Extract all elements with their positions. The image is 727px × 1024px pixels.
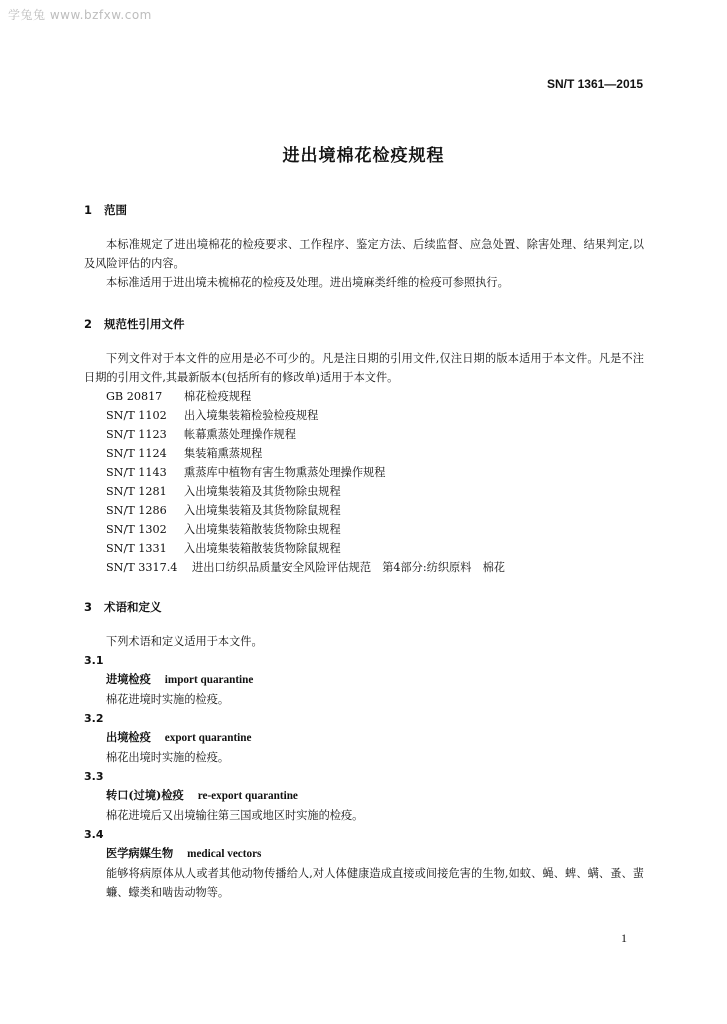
term-number: 3.3 [84, 770, 104, 783]
reference-item [84, 558, 644, 577]
term-definition: 棉花出境时实施的检疫。 [106, 751, 230, 764]
document-title: 进出境棉花检疫规程 [282, 146, 445, 166]
section-title: 术语和定义 [104, 600, 162, 614]
term-definition: 棉花进境后又出境输往第三国或地区时实施的检疫。 [106, 809, 364, 822]
section-heading [84, 315, 644, 334]
reference-code: SN/T 1302 [106, 523, 167, 536]
reference-code: SN/T 1281 [106, 485, 167, 498]
reference-title: 熏蒸库中植物有害生物熏蒸处理操作规程 [184, 466, 386, 479]
section-number: 2 [84, 317, 93, 331]
term-en: medical vectors [187, 848, 262, 860]
term-name [84, 844, 644, 864]
term-zh: 医学病媒生物 [106, 846, 174, 860]
reference-title: 入出境集装箱及其货物除鼠规程 [184, 504, 341, 517]
reference-code: SN/T 1331 [106, 542, 167, 555]
reference-item [84, 539, 644, 558]
reference-title: 棉花检疫规程 [184, 390, 252, 403]
reference-item [84, 482, 644, 501]
reference-item [84, 406, 644, 425]
term-definition: 棉花进境时实施的检疫。 [106, 693, 230, 706]
term-definition: 能够将病原体从人或者其他动物传播给人,对人体健康造成直接或间接危害的生物,如蚊、蝇、蜱、螨、蚤、蜚蠊、蠓类和啮齿动物等。 [106, 867, 644, 899]
reference-item [84, 444, 644, 463]
reference-list [84, 387, 644, 577]
standard-number: SN/T 1361—2015 [546, 77, 643, 91]
term-entry [84, 767, 644, 825]
reference-code: SN/T 1123 [106, 428, 167, 441]
term-name [84, 728, 644, 748]
reference-title: 入出境集装箱散装货物除虫规程 [184, 523, 341, 536]
reference-code: SN/T 1124 [106, 447, 167, 460]
reference-title: 帐幕熏蒸处理操作规程 [184, 428, 296, 441]
page-number: 1 [621, 931, 627, 945]
term-entry [84, 825, 644, 902]
term-en: import quarantine [164, 674, 254, 686]
term-number: 3.4 [84, 828, 104, 841]
reference-code: SN/T 1102 [106, 409, 167, 422]
term-en: export quarantine [164, 732, 252, 744]
reference-code: SN/T 1286 [106, 504, 167, 517]
term-en: re-export quarantine [197, 790, 298, 802]
reference-item [84, 501, 644, 520]
paragraph: 下列术语和定义适用于本文件。 [106, 635, 263, 648]
reference-title: 进出口纺织品质量安全风险评估规范 第4部分:纺织原料 棉花 [192, 561, 505, 574]
reference-item [84, 425, 644, 444]
reference-item [84, 387, 644, 406]
reference-title: 集装箱熏蒸规程 [184, 447, 263, 460]
reference-title: 入出境集装箱散装货物除鼠规程 [184, 542, 341, 555]
section-number: 3 [84, 600, 93, 614]
paragraph: 下列文件对于本文件的应用是必不可少的。凡是注日期的引用文件,仅注日期的版本适用于本文件。凡是不注日期的引用文件,其最新版本(包括所有的修改单)适用于本文件。 [84, 352, 644, 384]
reference-title: 出入境集装箱检验检疫规程 [184, 409, 319, 422]
term-entry [84, 709, 644, 767]
section-title: 范围 [104, 203, 127, 217]
term-number: 3.2 [84, 712, 104, 725]
section-heading [84, 598, 644, 617]
paragraph: 本标准规定了进出境棉花的检疫要求、工作程序、鉴定方法、后续监督、应急处置、除害处理、结果判定,以及风险评估的内容。 [84, 238, 644, 270]
reference-item [84, 520, 644, 539]
section-scope [84, 201, 644, 292]
section-normative-references [84, 315, 644, 577]
section-terms-definitions [84, 598, 644, 902]
term-zh: 转口(过境)检疫 [106, 788, 184, 802]
term-entry [84, 651, 644, 709]
term-zh: 进境检疫 [106, 672, 151, 686]
section-title: 规范性引用文件 [104, 317, 185, 331]
term-number: 3.1 [84, 654, 104, 667]
watermark: 学兔兔 www.bzfxw.com [8, 8, 152, 22]
section-heading [84, 201, 644, 220]
reference-code: GB 20817 [106, 390, 163, 403]
term-name [84, 786, 644, 806]
reference-item [84, 463, 644, 482]
reference-code: SN/T 3317.4 [106, 561, 178, 574]
term-zh: 出境检疫 [106, 730, 151, 744]
reference-title: 入出境集装箱及其货物除虫规程 [184, 485, 341, 498]
term-name [84, 670, 644, 690]
paragraph: 本标准适用于进出境未梳棉花的检疫及处理。进出境麻类纤维的检疫可参照执行。 [106, 276, 509, 289]
reference-code: SN/T 1143 [106, 466, 167, 479]
section-number: 1 [84, 203, 93, 217]
